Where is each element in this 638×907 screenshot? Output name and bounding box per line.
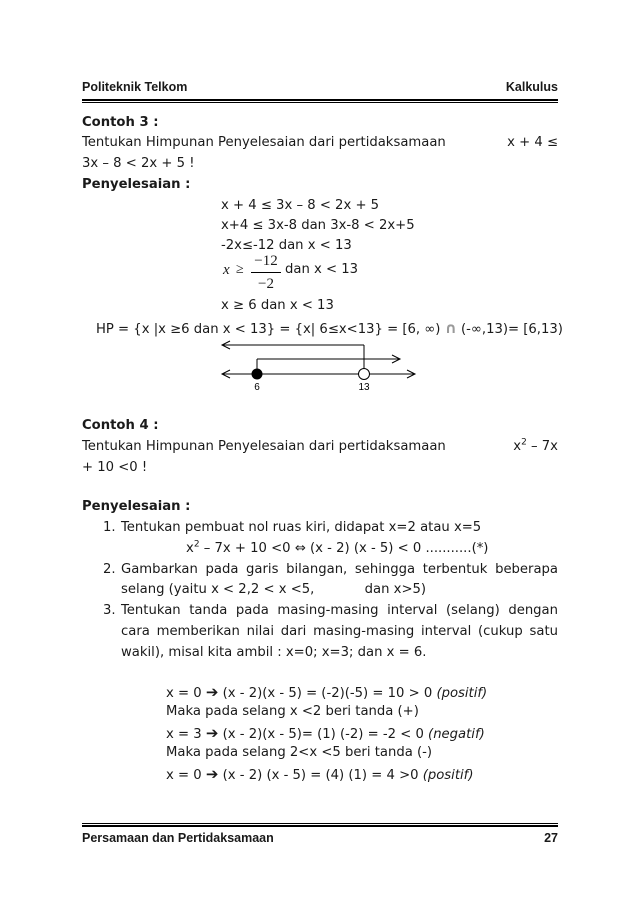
fraction-denominator: −2	[258, 276, 274, 292]
item2-line1: Gambarkan pada garis bilangan, sehingga terbentuk beberapa	[121, 562, 558, 577]
arrow-icon: ➔	[205, 765, 219, 783]
contoh3-step-1: x + 4 ≤ 3x – 8 < 2x + 5	[221, 198, 380, 213]
contoh4-solution-title: Penyelesaian :	[82, 499, 191, 514]
expr-x: x	[513, 439, 522, 454]
footer-rule-thin	[82, 823, 558, 824]
number-line-diagram	[200, 335, 430, 395]
item1-number: 1.	[103, 520, 116, 535]
contoh3-step-2: x+4 ≤ 3x-8 dan 3x-8 < 2x+5	[221, 218, 415, 233]
contoh3-solution-title: Penyelesaian :	[82, 177, 191, 192]
footer-left: Persamaan dan Pertidaksamaan	[82, 831, 274, 845]
page-number: 27	[544, 831, 558, 845]
contoh4-problem-line2: + 10 <0 !	[82, 460, 148, 475]
test-lhs: x = 0	[166, 768, 202, 783]
item3-number: 3.	[103, 603, 116, 618]
test-lhs: x = 0	[166, 686, 202, 701]
fraction-numerator: −12	[254, 253, 278, 269]
header-right: Kalkulus	[505, 80, 558, 94]
header-rule-thin	[82, 102, 558, 103]
expr-exponent: 2	[521, 437, 527, 448]
fraction-bar	[251, 272, 281, 273]
test-row-2	[166, 724, 485, 742]
test-note-1: Maka pada selang x <2 beri tanda (+)	[166, 704, 419, 719]
fraction-tail: dan x < 13	[285, 262, 359, 277]
test-sign: (positif)	[422, 768, 474, 783]
item2-number: 2.	[103, 562, 116, 577]
test-sign: (negatif)	[428, 727, 485, 742]
item3-line2: cara memberikan nilai dari masing-masing interval (cukup satu	[121, 624, 558, 639]
open-point-13	[359, 369, 370, 380]
test-sign: (positif)	[436, 686, 488, 701]
closed-point-6	[252, 369, 263, 380]
contoh3-problem-expr: x + 4 ≤	[507, 135, 558, 150]
item3-line3: wakil), misal kita ambil : x=0; x=3; dan x = 6.	[121, 645, 427, 660]
footer-rule	[82, 825, 558, 827]
item1-text: Tentukan pembuat nol ruas kiri, didapat x=2 atau x=5	[121, 520, 482, 535]
fraction-variable: x	[223, 262, 230, 278]
contoh3-step-3: -2x≤-12 dan x < 13	[221, 238, 352, 253]
item1-equation	[186, 541, 488, 556]
test-lhs: x = 3	[166, 727, 202, 742]
header-left: Politeknik Telkom	[82, 80, 188, 94]
contoh4-problem-expr	[513, 439, 558, 454]
numberline-label-13: 13	[358, 382, 370, 393]
fraction-symbol: ≥	[236, 262, 244, 277]
contoh4-title: Contoh 4 :	[82, 418, 159, 433]
eq-rest: – 7x + 10 <0 ⇔ (x - 2) (x - 5) < 0 ...........(*)	[199, 541, 489, 556]
test-row-1	[166, 683, 487, 701]
expr-rest: – 7x	[526, 439, 558, 454]
test-rhs: (x - 2)(x - 5) = (-2)(-5) = 10 > 0	[222, 686, 433, 701]
item3-line1: Tentukan tanda pada masing-masing interval (selang) dengan	[121, 603, 558, 618]
contoh3-step-final: x ≥ 6 dan x < 13	[221, 298, 334, 313]
test-rhs: (x - 2) (x - 5) = (4) (1) = 4 >0	[222, 768, 419, 783]
intersection-symbol: ∩	[444, 319, 457, 337]
eq-x: x	[186, 541, 194, 556]
arrow-icon: ➔	[205, 724, 219, 742]
contoh3-problem-line1: Tentukan Himpunan Penyelesaian dari pertidaksamaan	[82, 135, 446, 150]
contoh3-title: Contoh 3 :	[82, 115, 159, 130]
test-note-2: Maka pada selang 2<x <5 beri tanda (-)	[166, 745, 433, 760]
eq-exponent: 2	[193, 539, 200, 550]
test-row-3	[166, 765, 473, 783]
arrow-icon: ➔	[205, 683, 219, 701]
item2-line2: selang (yaitu x < 2,2 < x <5, dan x>5)	[121, 582, 427, 597]
header-rule	[82, 99, 558, 101]
hp-part-a: HP = {x |x ≥6 dan x < 13} = {x| 6≤x<13} = [6, ∞)	[96, 322, 441, 337]
contoh4-problem-line1: Tentukan Himpunan Penyelesaian dari pertidaksamaan	[82, 439, 446, 454]
test-rhs: (x - 2)(x - 5)= (1) (-2) = -2 < 0	[222, 727, 424, 742]
hp-part-b: (-∞,13)= [6,13)	[460, 322, 563, 337]
numberline-label-6: 6	[254, 382, 260, 393]
contoh3-problem-line2: 3x – 8 < 2x + 5 !	[82, 156, 195, 171]
